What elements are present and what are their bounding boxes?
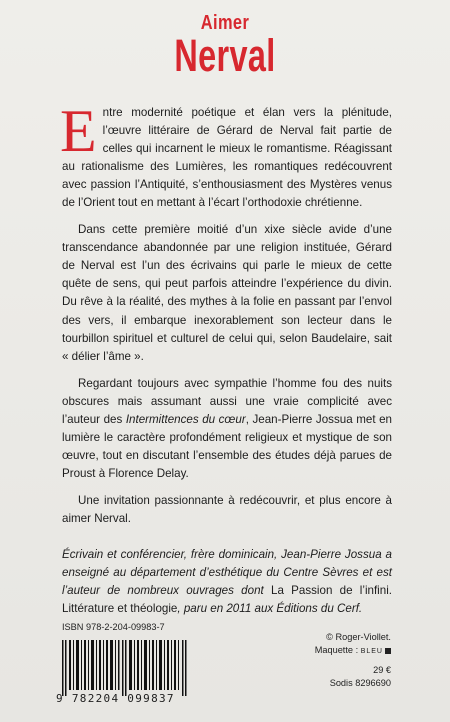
- barcode-icon: [62, 640, 188, 696]
- title-line-2: Nerval: [174, 30, 276, 81]
- paragraph-3: [62, 375, 392, 483]
- paragraph-3-text-c: , Jean-Pierre Jossua met en lumière le caractère profondément religieux et mystique de son œuvre, tout en discutant l’ensemble des études déjà parues de Proust à Florence Delay.: [62, 412, 392, 480]
- drop-cap: E: [60, 98, 97, 164]
- paragraph-1-text: ntre modernité poétique et élan vers la plénitude, l’œuvre littéraire de Gérard de Nerval fait partie de celles qui incarnent le mieux le romantisme. Réagissant au rationalisme des Lumières, les romantiques redécouvrent avec passion l’Antiquité, s’enthousiasment des Mystères venus de l’Orient tout en mettant à l’écart l’orthodoxie chrétienne.: [62, 106, 392, 210]
- isbn: ISBN 978-2-204-09983-7: [62, 622, 165, 632]
- barcode-number: 9 782204 099837: [56, 692, 175, 705]
- book-title-intermittences: Intermittences du cœur: [125, 412, 246, 426]
- brand-square-icon: [385, 648, 391, 654]
- distributor-code: Sodis 8296690: [329, 678, 391, 688]
- paragraph-3-text-a: Regardant toujours avec sympathie l’homme fou des nuits obscures mais assumant aussi une vraie complicité avec l’auteur des: [62, 376, 392, 426]
- author-bio-text-a: Écrivain et conférencier, frère dominicain, Jean-Pierre Jossua a enseigné au département d’esthétique du Centre Sèvres et est l’auteur de nombreux ouvrages dont: [62, 548, 392, 598]
- author-bio-text-c: , paru en 2011 aux Éditions du Cerf.: [177, 602, 363, 616]
- paragraph-1: [60, 98, 392, 212]
- paragraph-2: Dans cette première moitié d’un xixe siècle avide d’une transcendance abandonnée par une religion instituée, Gérard de Nerval est l’un des écrivains qui parle le mieux de cette quête de sens, qui peut parfois atteindre l’expérience du divin. Du rêve à la réalité, des mythes à la folie en passant par l’envol des vers, il embarque inexorablement son lecteur dans le tourbillon spirituel et culturel de celui qui, selon Baudelaire, sait « délier l’âme ».: [62, 223, 392, 363]
- book-title-passion: La Passion de l’infini. Littérature et théologie: [62, 584, 393, 616]
- photo-credit: © Roger-Viollet.: [326, 632, 391, 642]
- paragraph-4: Une invitation passionnante à redécouvrir, et plus encore à aimer Nerval.: [62, 493, 392, 525]
- blurb: [60, 98, 393, 618]
- price: 29 €: [373, 665, 391, 675]
- title-line-1: Aimer: [200, 12, 250, 34]
- author-bio: [62, 546, 392, 618]
- design-credit-brand: BLEU: [360, 648, 383, 655]
- design-credit: [315, 645, 391, 655]
- design-credit-label: Maquette :: [314, 645, 359, 655]
